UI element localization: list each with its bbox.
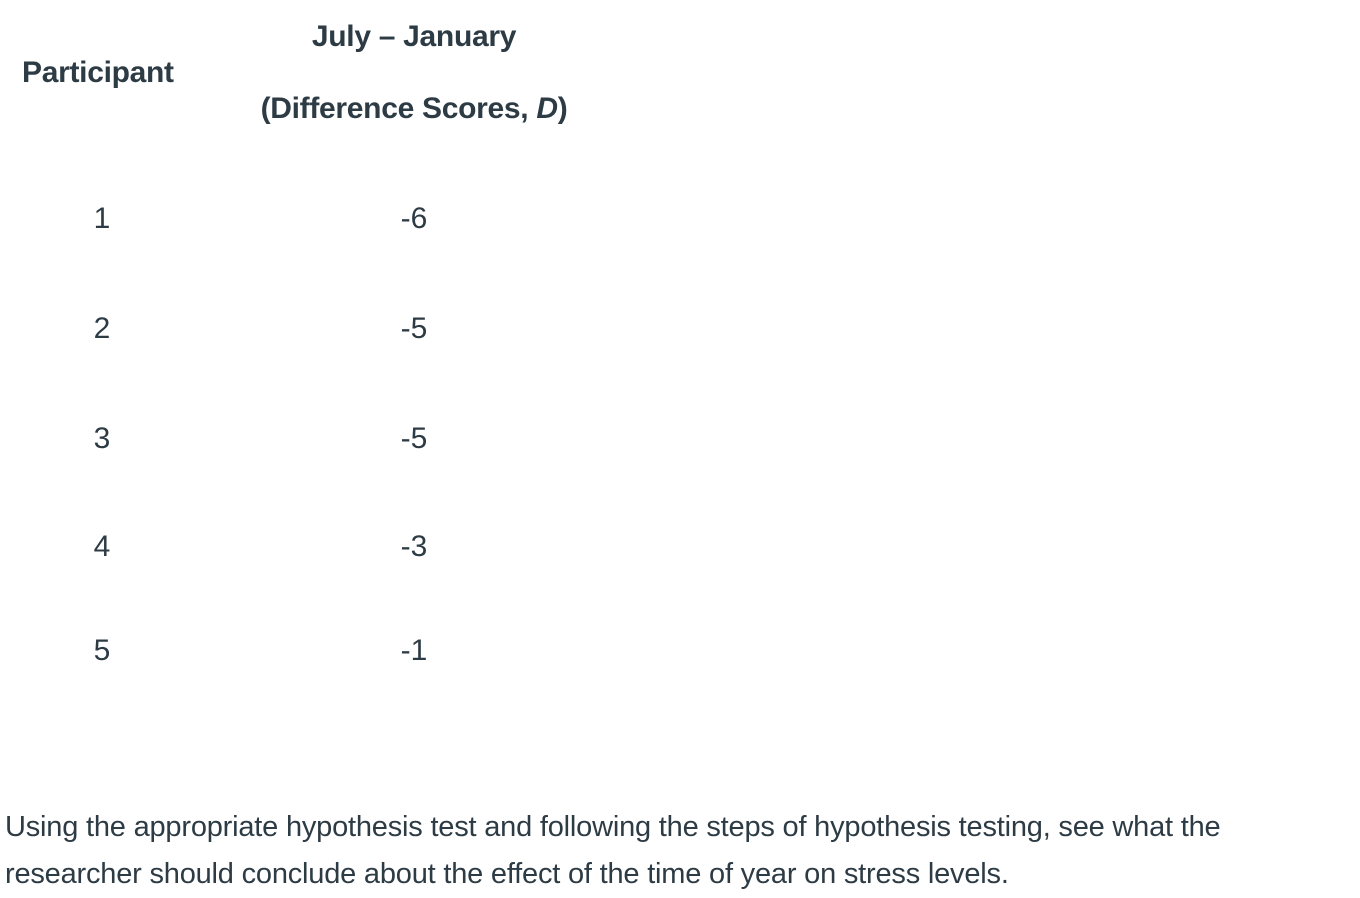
difference-header-variable: D xyxy=(536,92,558,125)
table-row xyxy=(0,202,600,242)
difference-cell: -1 xyxy=(400,634,428,667)
difference-column-header-line1: July – January xyxy=(311,20,517,53)
participant-cell: 1 xyxy=(93,202,111,235)
table-row xyxy=(0,422,600,462)
difference-header-prefix: (Difference Scores, xyxy=(260,92,537,125)
difference-cell: -6 xyxy=(400,202,428,235)
table-row xyxy=(0,530,600,570)
difference-cell: -5 xyxy=(400,312,428,345)
participant-cell: 5 xyxy=(93,634,111,667)
question-text: Using the appropriate hypothesis test and following the steps of hypothesis testing, see what the researcher should conclude about the effect of the time of year on stress levels. xyxy=(5,811,1221,890)
participant-cell: 4 xyxy=(93,530,111,563)
table-row xyxy=(0,634,600,674)
table-row xyxy=(0,312,600,352)
participant-cell: 3 xyxy=(93,422,111,455)
difference-cell: -3 xyxy=(400,530,428,563)
difference-cell: -5 xyxy=(400,422,428,455)
difference-header-suffix: ) xyxy=(557,92,568,125)
participant-column-header: Participant xyxy=(22,56,174,89)
participant-cell: 2 xyxy=(93,312,111,345)
difference-column-header-line2 xyxy=(236,92,592,126)
